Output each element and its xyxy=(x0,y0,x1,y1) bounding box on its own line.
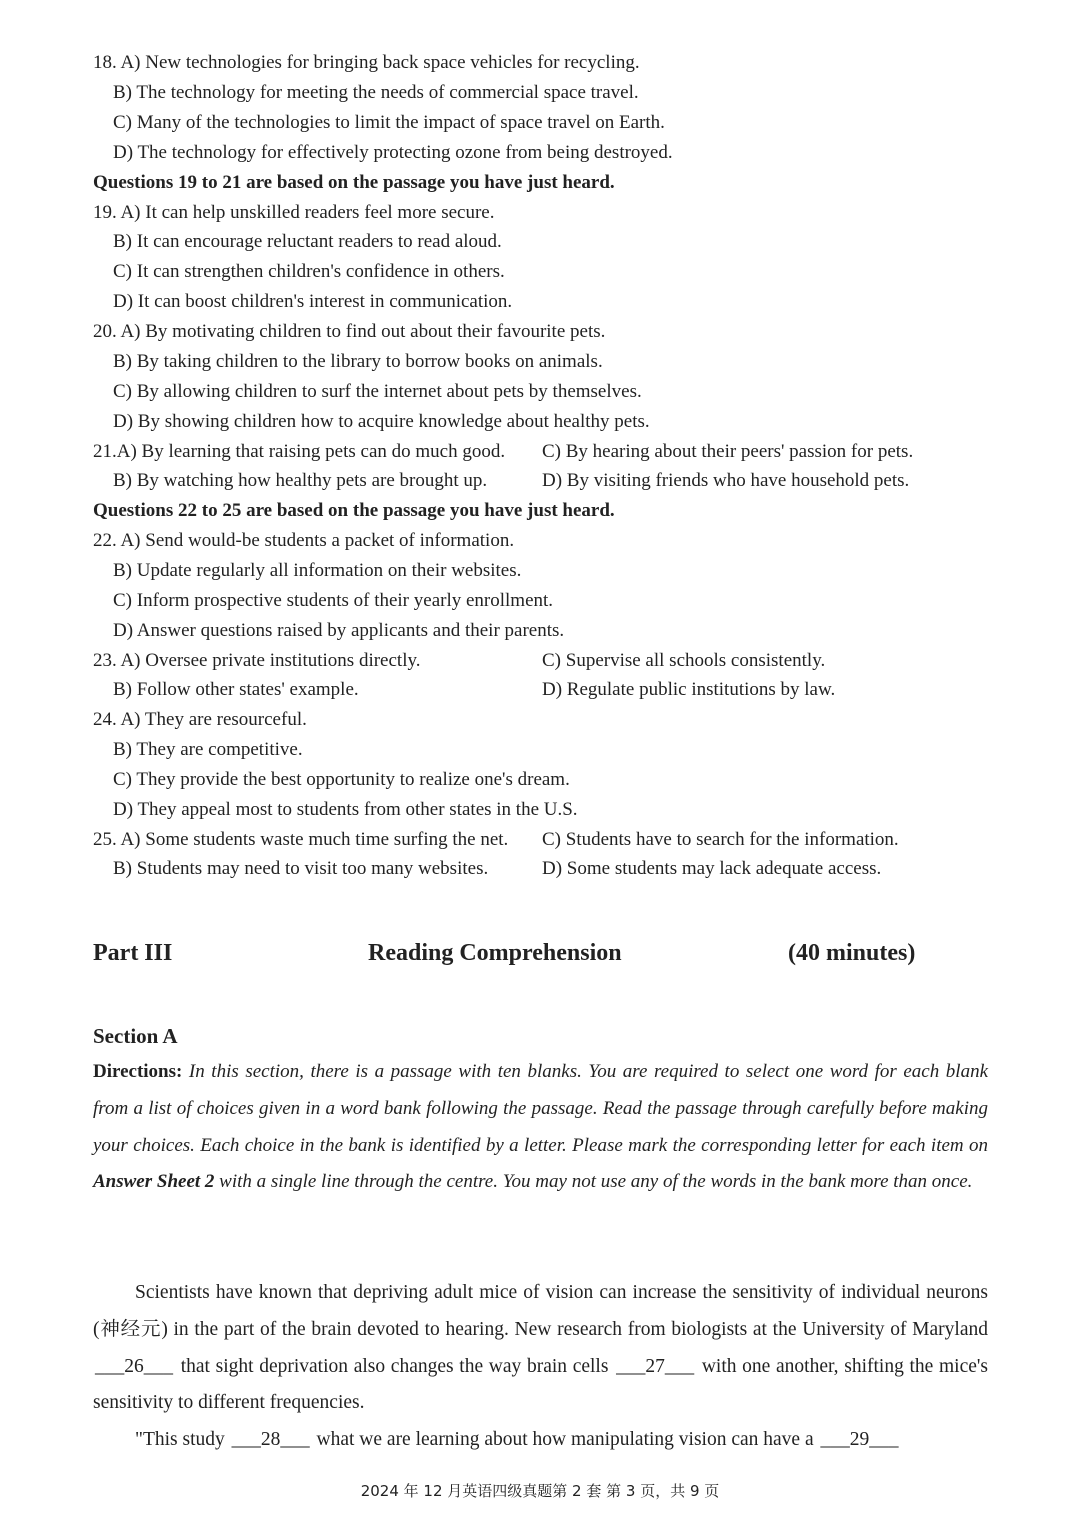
passage-text: Scientists have known that depriving adult mice of vision can increase the sensitivity of individual neurons (神经元) in the part of the brain devoted to hearing. New research from biologists at the University of Maryland xyxy=(93,1282,988,1340)
q25-option-d: D) Some students may lack adequate access. xyxy=(542,858,882,879)
blank-28: ___28___ xyxy=(231,1429,310,1450)
q24-option-d: D) They appeal most to students from other states in the U.S. xyxy=(113,799,578,820)
q23-option-a: 23. A) Oversee private institutions directly. xyxy=(93,650,421,671)
q19-option-b: B) It can encourage reluctant readers to read aloud. xyxy=(113,231,502,252)
q23-option-b: B) Follow other states' example. xyxy=(113,679,359,700)
passage-text: that sight deprivation also changes the way brain cells xyxy=(180,1355,609,1377)
blank-29: ___29___ xyxy=(820,1429,899,1450)
q18-option-b: B) The technology for meeting the needs of commercial space travel. xyxy=(113,82,639,103)
q18-option-d: D) The technology for effectively protecting ozone from being destroyed. xyxy=(113,142,673,163)
q20-option-a: 20. A) By motivating children to find out about their favourite pets. xyxy=(93,321,606,342)
q21-option-b: B) By watching how healthy pets are brought up. xyxy=(113,470,488,491)
passage-text: with one another, shifting the mice's sensitivity to different frequencies. xyxy=(93,1355,989,1414)
questions-19-21-heading: Questions 19 to 21 are based on the passage you have just heard. xyxy=(93,172,615,193)
q18-option-c: C) Many of the technologies to limit the impact of space travel on Earth. xyxy=(113,112,665,133)
q19-option-a: 19. A) It can help unskilled readers feel more secure. xyxy=(93,202,495,223)
q25-option-b: B) Students may need to visit too many websites. xyxy=(113,858,489,879)
directions-text-2: with a single line through the centre. You may not use any of the words in the bank more than once. xyxy=(219,1171,973,1193)
q24-option-a: 24. A) They are resourceful. xyxy=(93,709,307,730)
page-footer: 2024 年 12 月英语四级真题第 2 套 第 3 页，共 9 页 xyxy=(360,1482,720,1500)
q22-option-a: 22. A) Send would-be students a packet of information. xyxy=(93,530,515,551)
part-time: (40 minutes) xyxy=(788,940,916,966)
blank-26: ___26___ xyxy=(95,1355,173,1377)
q23-option-d: D) Regulate public institutions by law. xyxy=(542,679,836,700)
q22-option-d: D) Answer questions raised by applicants and their parents. xyxy=(113,620,565,641)
q24-option-c: C) They provide the best opportunity to realize one's dream. xyxy=(113,769,570,790)
q19-option-d: D) It can boost children's interest in communication. xyxy=(113,291,513,312)
blank-27: ___27___ xyxy=(616,1355,695,1377)
passage-text: "This study xyxy=(135,1429,225,1450)
q23-option-c: C) Supervise all schools consistently. xyxy=(542,650,826,671)
q18-option-a: 18. A) New technologies for bringing back space vehicles for recycling. xyxy=(93,52,640,73)
answer-sheet-ref: Answer Sheet 2 xyxy=(93,1171,215,1193)
passage-paragraph-2 xyxy=(93,1422,988,1459)
passage-paragraph-1 xyxy=(93,1275,988,1422)
q25-option-a: 25. A) Some students waste much time surfing the net. xyxy=(93,829,509,850)
q20-option-b: B) By taking children to the library to borrow books on animals. xyxy=(113,351,603,372)
passage-text: what we are learning about how manipulating vision can have a xyxy=(316,1429,814,1450)
q22-option-b: B) Update regularly all information on their websites. xyxy=(113,560,522,581)
part-label: Part III xyxy=(93,940,173,966)
directions-label: Directions: xyxy=(93,1061,183,1082)
q25-option-c: C) Students have to search for the information. xyxy=(542,829,899,850)
q21-option-a: 21.A) By learning that raising pets can do much good. xyxy=(93,441,506,462)
part-title: Reading Comprehension xyxy=(368,940,622,966)
q21-option-d: D) By visiting friends who have household pets. xyxy=(542,470,910,491)
q20-option-c: C) By allowing children to surf the internet about pets by themselves. xyxy=(113,381,642,402)
q19-option-c: C) It can strengthen children's confidence in others. xyxy=(113,261,505,282)
section-a-heading: Section A xyxy=(93,1024,178,1048)
q21-option-c: C) By hearing about their peers' passion for pets. xyxy=(542,441,914,462)
q22-option-c: C) Inform prospective students of their yearly enrollment. xyxy=(113,590,554,611)
q20-option-d: D) By showing children how to acquire knowledge about healthy pets. xyxy=(113,411,650,432)
directions-text-1: In this section, there is a passage with ten blanks. You are required to select one word for each blank from a list of choices given in a word bank following the passage. Read the passage through carefully before making your choices. Each choice in the bank is identified by a letter. Please mark the corresponding letter for each item on xyxy=(93,1061,988,1156)
q24-option-b: B) They are competitive. xyxy=(113,739,303,760)
directions xyxy=(93,1054,988,1201)
questions-22-25-heading: Questions 22 to 25 are based on the passage you have just heard. xyxy=(93,500,615,521)
